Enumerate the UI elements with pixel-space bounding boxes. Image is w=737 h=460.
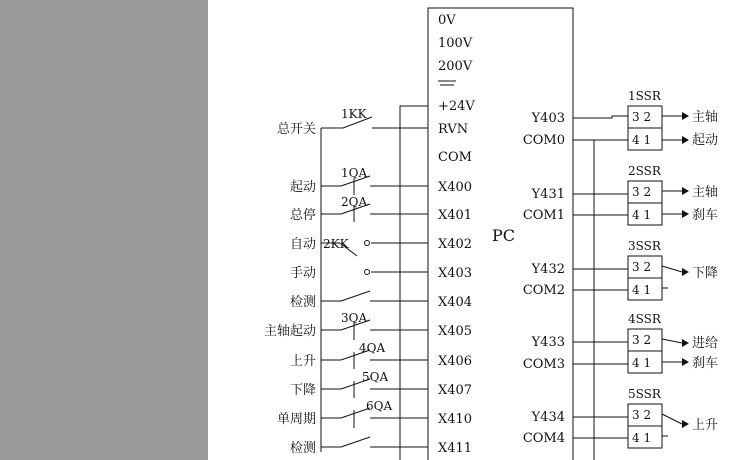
switch-code: 2KK [323,237,349,251]
relay-name: 3SSR [628,239,661,253]
plc-name: PC [492,226,516,245]
output-com: COM0 [522,133,565,148]
input-pin: X404 [438,295,473,310]
relay-pins-top: 3 2 [632,333,652,347]
switch-label: 起动 [289,180,316,195]
relay-pins-bottom: 4 1 [632,133,652,147]
output-com: COM4 [522,431,565,446]
relay-pins-top: 3 2 [632,110,652,124]
relay-pins-bottom: 4 1 [632,356,652,370]
input-pin: X411 [438,441,473,456]
input-pin: X410 [438,412,473,427]
pin-24v: +24V [438,99,475,114]
output-pin: Y432 [531,262,565,277]
output-com: COM1 [522,208,565,223]
output-pin: Y434 [531,410,565,425]
input-pin: X400 [438,180,473,195]
relay-output: 主轴 [692,185,719,200]
relay-name: 2SSR [628,164,661,178]
switch-label: 下降 [289,383,316,398]
input-pin: X405 [438,324,473,339]
input-pin: X401 [438,208,473,223]
relay-pins-top: 3 2 [632,408,652,422]
pin-rvn: RVN [438,122,469,137]
switch-code: 1KK [341,107,367,121]
switch-code: 1QA [341,166,368,180]
switch-code: 4QA [359,341,386,355]
pin-com: COM [438,150,472,165]
output-pin: Y431 [531,187,565,202]
relay-name: 1SSR [628,89,661,103]
input-pin: X406 [438,354,473,369]
switch-code: 6QA [366,399,393,413]
relay-pins-top: 3 2 [632,260,652,274]
relay-output: 刹车 [692,356,719,371]
relay-output: 进给 [692,336,719,351]
relay-pins-top: 3 2 [632,185,652,199]
switch-label: 手动 [289,266,316,281]
switch-label: 检测 [289,441,316,456]
switch-code: 2QA [341,195,368,209]
switch-label: 总停 [289,208,316,223]
relay-pins-bottom: 4 1 [632,431,652,445]
input-pin: X402 [438,237,473,252]
output-com: COM2 [522,283,565,298]
relay-output: 上升 [692,418,719,433]
power-pin-0v: 0V [438,13,456,28]
switch-label: 主轴起动 [263,324,316,339]
output-com: COM3 [522,357,565,372]
switch-label: 自动 [289,237,316,252]
switch-code: 5QA [362,370,389,384]
switch-label: 单周期 [276,412,316,427]
relay-pins-bottom: 4 1 [632,283,652,297]
relay-output: 下降 [692,266,719,281]
input-pin: X407 [438,383,473,398]
relay-name: 4SSR [628,312,661,326]
switch-label: 检测 [289,295,316,310]
switch-code: 3QA [341,311,368,325]
input-pin: X403 [438,266,473,281]
switch-label: 上升 [289,354,316,369]
power-pin-100v: 100V [438,36,473,51]
relay-pins-bottom: 4 1 [632,208,652,222]
output-pin: Y403 [531,111,565,126]
wire-24v [400,106,428,460]
relay-output: 起动 [692,133,719,148]
output-pin: Y433 [531,335,565,350]
switch-label: 总开关 [276,122,316,137]
relay-output: 刹车 [692,208,719,223]
relay-name: 5SSR [628,387,661,401]
power-pin-200v: 200V [438,59,473,74]
relay-output: 主轴 [692,110,719,125]
